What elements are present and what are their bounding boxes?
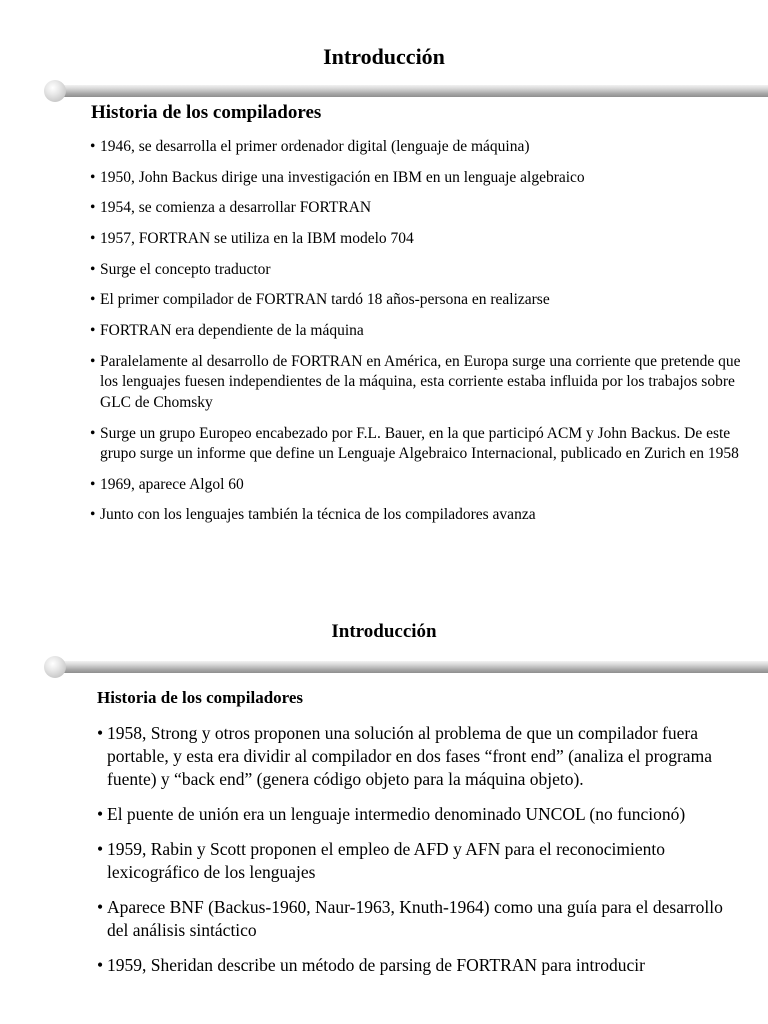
list-item-text: 1959, Sheridan describe un método de parsing de FORTRAN para introducir	[107, 955, 645, 975]
list-item-text: Junto con los lenguajes también la técnica de los compiladores avanza	[100, 506, 536, 524]
list-item	[90, 229, 760, 250]
bullet-icon: •	[90, 322, 96, 340]
list-item	[97, 954, 737, 977]
list-item-text: Paralelamente al desarrollo de FORTRAN en América, en Europa surge una corriente que pretende que los lenguajes fuesen independientes de la máquina, esta corriente estaba influida por los trabajos sobre GLC de Chomsky	[100, 352, 741, 411]
list-item-text: 1969, aparece Algol 60	[100, 475, 244, 493]
slide-2-divider	[44, 656, 768, 678]
list-item-text: 1959, Rabin y Scott proponen el empleo de AFD y AFN para el reconocimiento lexicográfico de los lenguajes	[107, 839, 665, 882]
list-item	[90, 352, 760, 414]
list-item	[97, 838, 737, 884]
bullet-icon: •	[90, 506, 96, 524]
divider-bar	[54, 661, 768, 673]
list-item	[90, 137, 760, 158]
list-item-text: Surge un grupo Europeo encabezado por F.L. Bauer, en la que participó ACM y John Backus. De este grupo surge un informe que define un Lenguaje Algebraico Internacional, publicado en Zurich en 1958	[100, 424, 739, 462]
list-item	[97, 896, 737, 942]
list-item-text: 1957, FORTRAN se utiliza en la IBM modelo 704	[100, 230, 414, 248]
list-item	[90, 260, 760, 281]
list-item-text: El primer compilador de FORTRAN tardó 18 años-persona en realizarse	[100, 291, 550, 309]
list-item	[90, 198, 760, 219]
list-item	[90, 424, 760, 465]
list-item	[90, 321, 760, 342]
divider-knob	[44, 80, 66, 102]
bullet-icon: •	[90, 291, 96, 309]
bullet-icon: •	[90, 168, 96, 186]
bullet-icon: •	[97, 897, 104, 917]
divider-knob	[44, 656, 66, 678]
divider-bar	[54, 85, 768, 97]
list-item-text: 1946, se desarrolla el primer ordenador digital (lenguaje de máquina)	[100, 138, 530, 155]
bullet-icon: •	[97, 804, 104, 824]
slide-2-title: Introducción	[331, 621, 437, 642]
bullet-icon: •	[90, 424, 96, 442]
list-item-text: FORTRAN era dependiente de la máquina	[100, 322, 364, 340]
slide-2-subtitle: Historia de los compiladores	[97, 688, 304, 707]
slide-1-divider	[44, 80, 768, 102]
list-item-text: Surge el concepto traductor	[100, 260, 271, 278]
list-item	[90, 505, 760, 526]
bullet-icon: •	[90, 138, 96, 155]
bullet-icon: •	[97, 955, 104, 975]
bullet-icon: •	[90, 260, 96, 278]
slide-1-subtitle: Historia de los compiladores	[91, 102, 322, 123]
list-item	[90, 168, 760, 189]
slide-1-title: Introducción	[323, 44, 445, 69]
slide-2-bullet-list	[97, 722, 737, 989]
list-item-text: El puente de unión era un lenguaje intermedio denominado UNCOL (no funcionó)	[107, 804, 686, 824]
list-item	[90, 290, 760, 311]
list-item	[97, 722, 737, 791]
bullet-icon: •	[97, 723, 104, 743]
list-item-text: Aparece BNF (Backus-1960, Naur-1963, Knuth-1964) como una guía para el desarrollo del análisis sintáctico	[107, 897, 723, 940]
bullet-icon: •	[90, 230, 96, 248]
list-item	[90, 475, 760, 496]
bullet-icon: •	[90, 199, 96, 217]
bullet-icon: •	[90, 352, 96, 370]
bullet-icon: •	[90, 475, 96, 493]
list-item-text: 1950, John Backus dirige una investigación en IBM en un lenguaje algebraico	[100, 168, 585, 186]
bullet-icon: •	[97, 839, 104, 859]
list-item-text: 1958, Strong y otros proponen una solución al problema de que un compilador fuera portable, y esta era dividir al compilador en dos fases “front end” (analiza el programa fuente) y “back end” (genera código objeto para la máquina objeto).	[107, 723, 712, 789]
list-item-text: 1954, se comienza a desarrollar FORTRAN	[100, 199, 372, 217]
list-item	[97, 803, 737, 826]
slide-1-bullet-list	[90, 137, 760, 536]
